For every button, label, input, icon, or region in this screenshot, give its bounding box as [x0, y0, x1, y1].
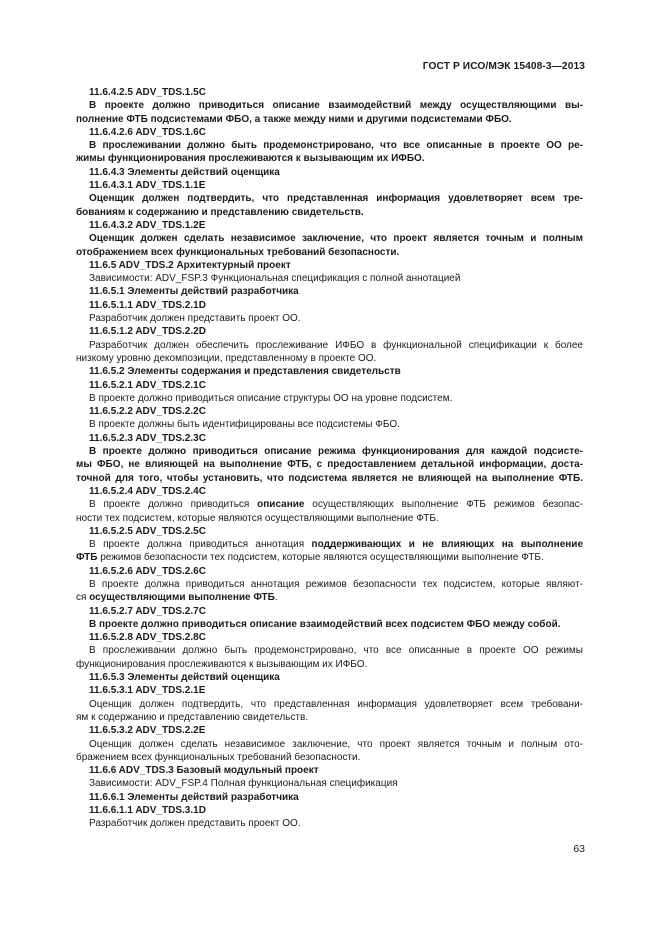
- text-line: отображением всех функциональных требований безопасности.: [76, 246, 400, 258]
- text-line: функционирования прослеживаются к вызывающим их ИФБО.: [76, 658, 368, 670]
- text-line: В прослеживании должно быть продемонстрировано, что все описанные в проекте ОО ре-: [89, 140, 583, 152]
- text-line: 11.6.5.1.1 ADV_TDS.2.1D: [89, 299, 206, 311]
- text-line: бованиям к содержанию и представлению свидетельств.: [76, 206, 364, 218]
- text-line: 11.6.6.1.1 ADV_TDS.3.1D: [89, 805, 206, 817]
- text-line: низкому уровню декомпозиции, представленному в проекте ОО.: [76, 352, 377, 364]
- text-line: 11.6.5.2.2 ADV_TDS.2.2C: [89, 406, 206, 418]
- text-line: В проекте должна приводиться аннотация режимов безопасности тех подсистем, которые являют-: [89, 578, 583, 590]
- text-line: бражением всех функциональных требований безопасности.: [76, 751, 361, 763]
- text-line: 11.6.5 ADV_TDS.2 Архитектурный проект: [89, 259, 291, 271]
- text-line: 11.6.4.3.1 ADV_TDS.1.1E: [89, 180, 206, 192]
- text-line: точной для того, чтобы установить, что подсистема является не влияющей на выполнение ФТБ.: [76, 472, 583, 484]
- text-line: ности тех подсистем, которые являются осуществляющими выполнение ФТБ.: [76, 512, 439, 524]
- text-segment: осуществляющими выполнение ФТБ: [89, 592, 275, 604]
- text-line: 11.6.5.3.2 ADV_TDS.2.2E: [89, 725, 206, 737]
- text-segment: ФТБ: [76, 552, 98, 564]
- text-line: мы ФБО, не влияющей на выполнение ФТБ, с предоставлением детальной информации, доста-: [76, 459, 583, 471]
- text-segment: ся: [76, 592, 90, 604]
- text-line: 11.6.4.2.6 ADV_TDS.1.6C: [89, 126, 206, 138]
- text-line: 11.6.4.3 Элементы действий оценщика: [89, 166, 280, 178]
- text-line: [76, 551, 583, 564]
- standard-header: ГОСТ Р ИСО/МЭК 15408-3—2013: [422, 61, 585, 72]
- text-segment: .: [274, 592, 278, 604]
- text-line: Зависимости: ADV_FSP.4 Полная функциональная спецификация: [89, 778, 398, 790]
- text-line: 11.6.4.2.5 ADV_TDS.1.5C: [89, 87, 206, 98]
- document-body: [76, 86, 583, 831]
- text-line: полнение ФТБ подсистемами ФБО, а также между ними и другими подсистемами ФБО.: [76, 113, 512, 125]
- text-line: В проекте должно приводиться описание структуры ОО на уровне подсистем.: [89, 392, 453, 404]
- text-line: Разработчик должен представить проект ОО.: [89, 818, 301, 830]
- text-line: В прослеживании должно быть продемонстрировано, что все описанные в проекте ОО режимы: [89, 645, 583, 657]
- text-segment: В проекте должно приводиться: [89, 499, 258, 511]
- text-segment: описание: [257, 499, 305, 511]
- text-line: 11.6.5.2.7 ADV_TDS.2.7C: [89, 605, 206, 617]
- text-line: ям к содержанию и представлению свидетельств.: [76, 711, 309, 723]
- text-line: 11.6.5.2.1 ADV_TDS.2.1C: [89, 379, 206, 391]
- text-line: 11.6.5.3.1 ADV_TDS.2.1E: [89, 685, 206, 697]
- text-line: 11.6.5.3 Элементы действий оценщика: [89, 672, 280, 684]
- text-line: В проекте должно приводиться описание взаимодействий всех подсистем ФБО между собой.: [89, 618, 561, 630]
- text-line: 11.6.5.2.3 ADV_TDS.2.3C: [89, 432, 206, 444]
- text-line: Оценщик должен подтвердить, что представленная информация удовлетворяет всем требовани-: [89, 698, 583, 710]
- text-line: 11.6.5.2.8 ADV_TDS.2.8C: [89, 632, 206, 644]
- text-line: 11.6.5.1 Элементы действий разработчика: [89, 286, 299, 298]
- text-line: Оценщик должен подтвердить, что представленная информация удовлетворяет всем тре-: [89, 193, 583, 205]
- text-line: 11.6.4.3.2 ADV_TDS.1.2E: [89, 219, 206, 231]
- text-line: В проекте должны быть идентифицированы все подсистемы ФБО.: [89, 419, 400, 431]
- text-line: [76, 538, 583, 551]
- text-line: В проекте должно приводиться описание режима функционирования для каждой подсисте-: [89, 446, 583, 458]
- text-line: 11.6.6.1 Элементы действий разработчика: [89, 791, 299, 803]
- text-line: Разработчик должен представить проект ОО.: [89, 313, 301, 325]
- text-line: [76, 591, 583, 604]
- text-line: 11.6.5.2.6 ADV_TDS.2.6C: [89, 565, 206, 577]
- text-segment: В проекте должна приводиться аннотация: [89, 539, 312, 551]
- text-line: жимы функционирования прослеживаются к вызывающим их ИФБО.: [76, 153, 425, 165]
- text-line: В проекте должно приводиться описание взаимодействий между осуществляющими вы-: [89, 100, 583, 112]
- text-segment: поддерживающих и не влияющих на выполнение: [311, 539, 584, 551]
- page-number: 63: [573, 843, 585, 855]
- text-line: 11.6.5.2.4 ADV_TDS.2.4C: [89, 485, 206, 497]
- text-line: Зависимости: ADV_FSP.3 Функциональная спецификация с полной аннотацией: [89, 273, 461, 285]
- text-line: Оценщик должен сделать независимое заключение, что проект является точным и полным ото-: [89, 738, 583, 750]
- text-line: Разработчик должен обеспечить прослеживание ИФБО в функциональной спецификации к более: [89, 339, 583, 351]
- text-line: 11.6.6 ADV_TDS.3 Базовый модульный проект: [89, 765, 319, 777]
- text-line: Оценщик должен сделать независимое заключение, что проект является точным и полным: [89, 233, 583, 245]
- text-line: 11.6.5.2.5 ADV_TDS.2.5C: [89, 525, 206, 537]
- text-segment: режимов безопасности тех подсистем, которые являются осуществляющими выполнение ФТБ.: [97, 552, 544, 564]
- text-line: 11.6.5.2 Элементы содержания и представления свидетельств: [89, 366, 401, 378]
- text-line: 11.6.5.1.2 ADV_TDS.2.2D: [89, 326, 206, 338]
- text-segment: осуществляющих выполнение ФТБ режимов безопас-: [304, 499, 583, 511]
- text-line: [76, 498, 583, 511]
